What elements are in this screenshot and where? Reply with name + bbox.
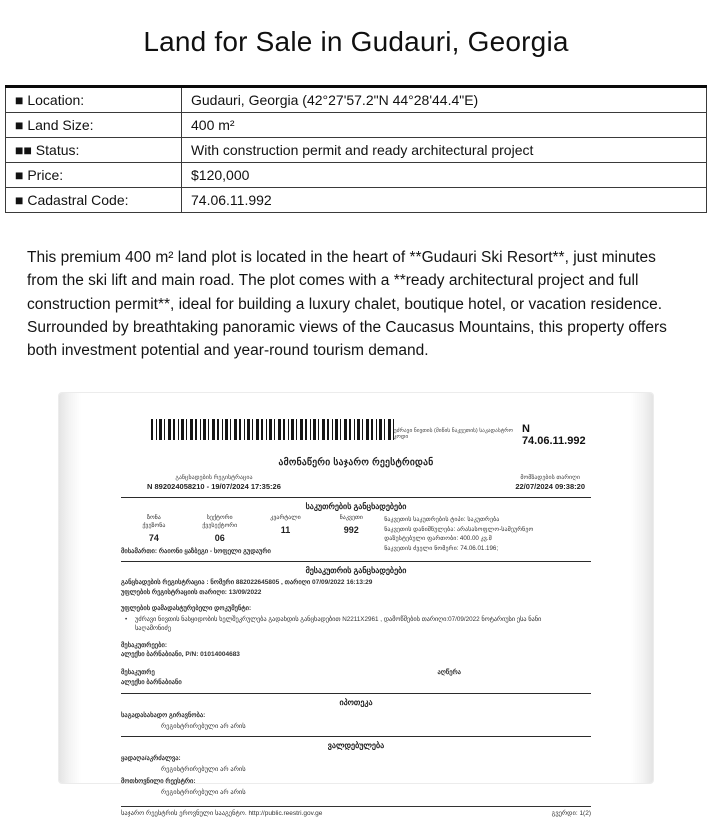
zone-column xyxy=(121,515,187,543)
owner-identity-line: ალექსი ბარნაბიანი, P/N: 01014004683 xyxy=(121,650,240,658)
tax-lien-label: საგადასახადო გირავნობა: xyxy=(121,712,206,720)
sector-column xyxy=(187,515,253,543)
description-column-label: აღწერა xyxy=(437,669,461,676)
table-row-cadastral-code xyxy=(6,188,707,213)
zone-header-1: ზონა xyxy=(146,515,161,522)
document-top-row xyxy=(121,419,591,447)
cadastral-code-small-label: უძრავი ნივთის (მიწის ნაკვეთის) საკადასტრო კოდი xyxy=(393,428,514,441)
document-title: ამონაწერი საჯარო რეესტრიდან xyxy=(278,457,434,469)
confirming-document-label: უფლების დამადასტურებელი დოკუმენტი: xyxy=(121,605,252,613)
owner-description-row xyxy=(121,668,591,676)
table-row-status xyxy=(6,138,707,163)
parcel-info-line: ნაკვეთის ძველი ნომერი: 74.06.01.196; xyxy=(384,545,499,553)
divider xyxy=(121,693,591,694)
not-registered-value: რეგისტრირებული არ არის xyxy=(161,766,246,774)
parcel-info-line: ნაკვეთის დანიშნულება: არასასოფლო-სამეურნეო xyxy=(384,525,534,533)
sector-header-2: ქვესექტორი xyxy=(202,523,238,530)
quarter-header-1: კვარტალი xyxy=(270,515,301,522)
property-description: This premium 400 m² land plot is located in the heart of **Gudauri Ski Resort**, just minutes from the ski lift and main road. The plot comes with a **ready architectural project and full construction permit**, ideal for building a luxury chalet, boutique hotel, or vacation residence. Surrounded by breathtaking panoramic views of the Caucasus Mountains, this property offers both investment potential and year-round tourism demand. xyxy=(27,249,667,359)
seizure-label: ყადაღა/აკრძალვა: xyxy=(121,755,181,763)
section2-title: მესაკუთრის განცხადებები xyxy=(305,565,407,575)
table-row-land-size xyxy=(6,113,707,138)
price-value: $120,000 xyxy=(182,163,707,188)
document-footer xyxy=(121,806,591,817)
parcel-column xyxy=(318,515,384,543)
price-label: ■ Price: xyxy=(6,163,182,188)
prepared-date-block xyxy=(515,474,585,491)
confirming-document-item: • უძრავი ნივთის ნასყიდობის ხელშეკრულება გადახდის განცხადებით N2211X2961 , დამოწმების თარიღი:07/09/2022 ნოტარიუსი ესა ნანი საღამონიძე xyxy=(121,615,553,634)
location-label: ■ Location: xyxy=(6,87,182,113)
not-registered-value: რეგისტრირებული არ არის xyxy=(161,789,246,797)
prepared-date-label: მომზადების თარიღი xyxy=(520,475,580,482)
parcel-info-line: დაზუსტებული ფართობი: 400.00 კვ.მ xyxy=(384,535,492,543)
barcode xyxy=(151,419,394,440)
owners-label: მესაკუთრეები: xyxy=(121,641,167,649)
registration-row xyxy=(121,474,591,491)
property-details-table xyxy=(5,85,707,213)
page-title: Land for Sale in Gudauri, Georgia xyxy=(143,26,569,57)
zone-value: 74 xyxy=(148,532,159,543)
parcel-info-line: ნაკვეთის საკუთრების ტიპი: საკუთრება xyxy=(384,516,500,524)
cadastral-code-number: N 74.06.11.992 xyxy=(521,423,586,448)
footer-agency-url: საჯარო რეესტრის ეროვნული სააგენტო. http://public.reestri.gov.ge xyxy=(121,810,323,818)
land-size-value: 400 m² xyxy=(182,113,707,138)
status-label: ■■ Status: xyxy=(6,138,182,163)
right-registration-date-line: უფლების რეგისტრაციის თარიღი: 13/09/2022 xyxy=(121,588,262,596)
not-registered-value: რეგისტრირებული არ არის xyxy=(161,723,246,731)
section4-title: ვალდებულება xyxy=(327,741,385,751)
footer-page-number: გვერდი: 1(2) xyxy=(551,810,591,818)
land-size-label: ■ Land Size: xyxy=(6,113,182,138)
divider xyxy=(121,561,591,562)
application-registration-label: განცხადების რეგისტრაცია xyxy=(175,475,253,482)
application-registration-block xyxy=(147,474,281,491)
cadastral-code-value: 74.06.11.992 xyxy=(182,188,707,213)
status-value: With construction permit and ready architectural project xyxy=(182,138,707,163)
parcel-value: 992 xyxy=(343,525,359,536)
owner-registration-line: განცხადების რეგისტრაცია : ნომერი 882022645805 , თარიღი 07/09/2022 16:13:29 xyxy=(121,578,373,586)
address-line: მისამართი: რაიონი ყაზბეგი - სოფელი გუდაური xyxy=(121,547,271,555)
sector-header-1: სექტორი xyxy=(206,515,233,522)
sector-value: 06 xyxy=(214,532,225,543)
prepared-date-value: 22/07/2024 09:38:20 xyxy=(515,482,585,492)
cadastral-code-label: ■ Cadastral Code: xyxy=(6,188,182,213)
registry-extract-page xyxy=(83,393,629,818)
section3-title: იპოთეკა xyxy=(339,698,373,708)
cadastral-columns xyxy=(121,515,384,555)
divider xyxy=(121,736,591,737)
section1-grid xyxy=(121,515,591,555)
cadastral-code-block xyxy=(394,423,591,447)
quarter-column xyxy=(253,515,319,543)
zone-header-2: ქვეზონა xyxy=(142,523,166,530)
quarter-value: 11 xyxy=(280,525,291,536)
location-value: Gudauri, Georgia (42°27'57.2"N 44°28'44.4"E) xyxy=(182,87,707,113)
application-registration-value: N 892024058210 - 19/07/2024 17:35:26 xyxy=(147,482,281,492)
requested-registry-label: მოთხოვნილი რეესტრი: xyxy=(121,778,196,786)
parcel-info-lines xyxy=(384,515,591,555)
table-row-price xyxy=(6,163,707,188)
owner-name: ალექსი ბარნაბიანი xyxy=(121,679,182,686)
registry-extract-image xyxy=(59,393,653,818)
parcel-header-1: ნაკვეთი xyxy=(339,515,363,522)
table-row-location xyxy=(6,87,707,113)
divider xyxy=(121,497,591,498)
owner-column-label: მესაკუთრე xyxy=(121,669,155,676)
section1-title: საკუთრების განცხადებები xyxy=(305,502,407,512)
